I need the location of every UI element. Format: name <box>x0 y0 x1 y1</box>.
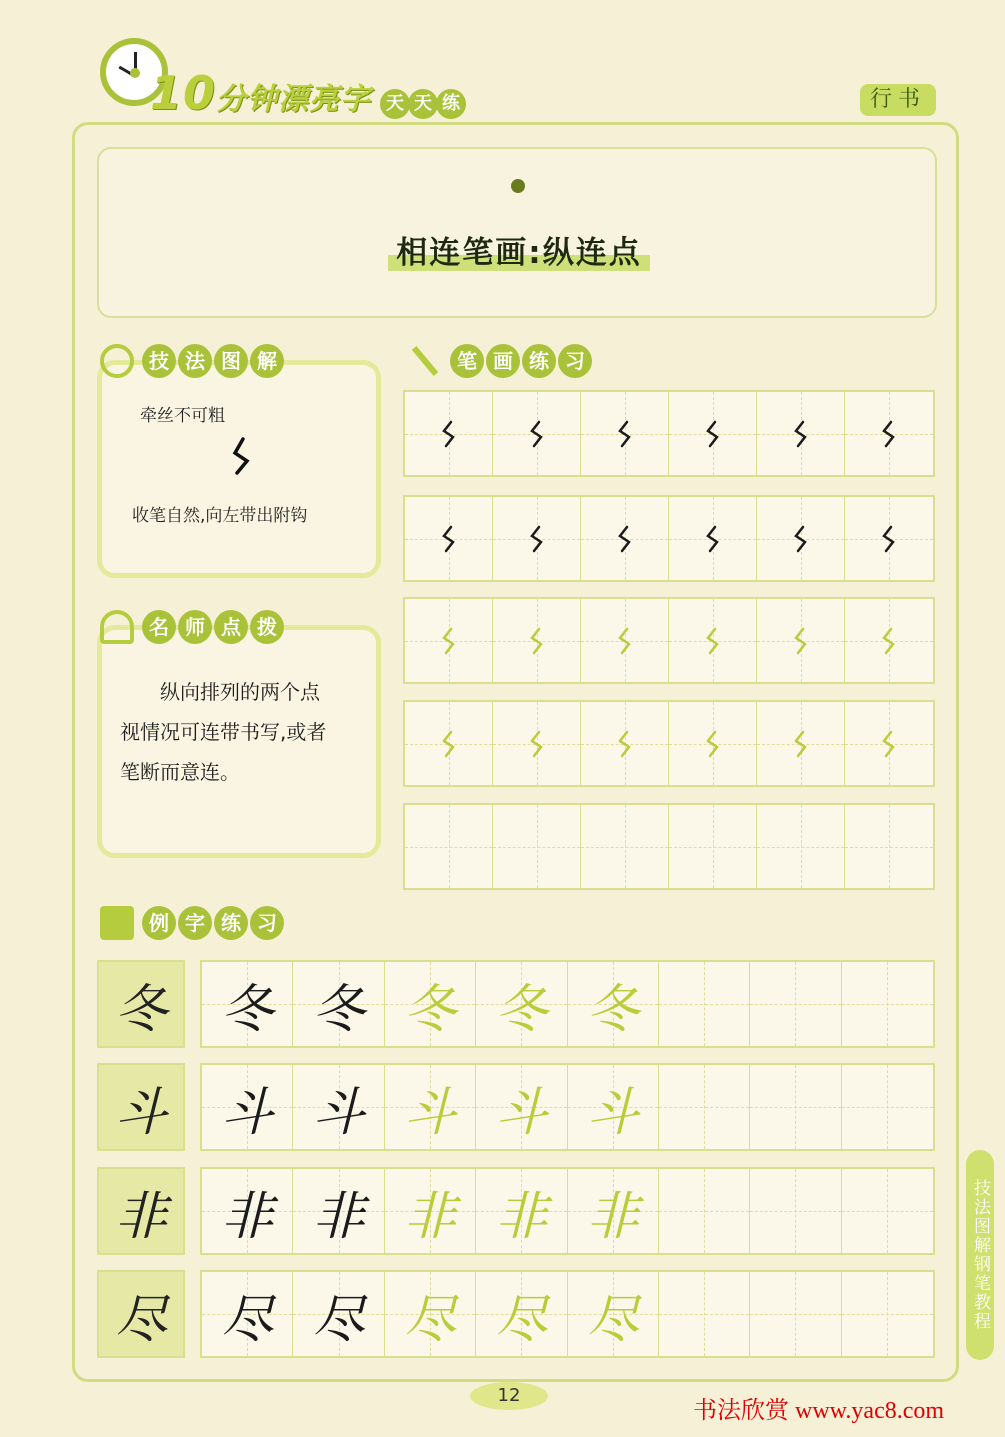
vertical-dots-stroke-icon <box>439 419 459 449</box>
copy-character: 尽 <box>221 1289 274 1350</box>
trace-character: 非 <box>586 1186 639 1247</box>
example-practice-row <box>200 1063 935 1151</box>
example-practice-section-label <box>100 906 284 940</box>
label-char: 练 <box>522 344 556 378</box>
side-tab: 技法图解钢笔教程 <box>966 1150 994 1360</box>
practice-cell[interactable] <box>405 702 493 785</box>
vertical-dots-stroke-icon <box>879 419 899 449</box>
practice-cell[interactable] <box>659 1272 750 1356</box>
label-char: 点 <box>214 610 248 644</box>
practice-cell[interactable] <box>581 392 669 475</box>
trace-character: 冬 <box>586 979 639 1040</box>
model-character: 斗 <box>114 1082 167 1143</box>
technique-note-bottom: 收笔自然,向左带出附钩 <box>132 506 308 526</box>
practice-cell[interactable] <box>568 962 659 1046</box>
copy-character: 非 <box>312 1186 365 1247</box>
example-practice-row <box>200 1270 935 1358</box>
practice-cell[interactable] <box>757 599 845 682</box>
example-practice-row <box>200 1167 935 1255</box>
watermark: 书法欣赏 www.yac8.com <box>693 1398 945 1424</box>
practice-cell[interactable] <box>750 1272 841 1356</box>
copy-character: 非 <box>221 1186 274 1247</box>
practice-cell[interactable] <box>405 392 493 475</box>
teacher-icon <box>100 610 134 644</box>
magnifier-icon <box>100 344 134 378</box>
vertical-dots-stroke-icon <box>703 626 723 656</box>
vertical-dots-stroke-icon <box>703 524 723 554</box>
practice-cell[interactable] <box>669 497 757 580</box>
practice-cell[interactable] <box>659 1065 750 1149</box>
practice-cell[interactable] <box>405 805 493 888</box>
practice-cell[interactable] <box>385 1065 476 1149</box>
vertical-dots-stroke-icon <box>879 729 899 759</box>
vertical-dots-stroke-icon <box>791 729 811 759</box>
vertical-dots-stroke-icon <box>703 729 723 759</box>
trace-character: 非 <box>495 1186 548 1247</box>
practice-cell[interactable] <box>842 1169 933 1253</box>
vertical-dots-stroke-icon <box>791 419 811 449</box>
practice-cell[interactable] <box>293 1272 384 1356</box>
practice-cell[interactable] <box>757 805 845 888</box>
lesson-title-box <box>97 147 937 318</box>
practice-cell[interactable] <box>757 702 845 785</box>
lesson-title-text: 相连笔画:纵连点 <box>388 235 649 271</box>
technique-section-label <box>100 344 284 378</box>
practice-cell[interactable] <box>202 1272 293 1356</box>
label-char: 习 <box>558 344 592 378</box>
practice-cell[interactable] <box>845 497 933 580</box>
practice-cell[interactable] <box>202 1065 293 1149</box>
practice-cell[interactable] <box>202 1169 293 1253</box>
practice-cell[interactable] <box>385 1272 476 1356</box>
practice-cell[interactable] <box>659 1169 750 1253</box>
practice-cell[interactable] <box>293 1169 384 1253</box>
brand-badge: 天 <box>380 89 410 119</box>
tip-line: 笔断而意连。 <box>120 760 240 784</box>
brand-text: 分钟漂亮字 <box>216 82 372 117</box>
practice-cell[interactable] <box>476 1272 567 1356</box>
stroke-practice-row <box>403 700 935 787</box>
practice-cell[interactable] <box>845 702 933 785</box>
label-char: 技 <box>142 344 176 378</box>
vertical-dots-stroke-icon <box>791 626 811 656</box>
trace-character: 尽 <box>403 1289 456 1350</box>
book-brand <box>150 66 466 120</box>
trace-character: 尽 <box>495 1289 548 1350</box>
label-char: 画 <box>486 344 520 378</box>
practice-cell[interactable] <box>476 962 567 1046</box>
vertical-dots-stroke-icon <box>615 524 635 554</box>
stroke-practice-row <box>403 390 935 477</box>
model-character-cell <box>97 960 185 1048</box>
label-char: 练 <box>214 906 248 940</box>
model-character-cell <box>97 1270 185 1358</box>
brand-number: 10 <box>150 66 217 120</box>
practice-cell[interactable] <box>405 497 493 580</box>
copy-character: 斗 <box>221 1082 274 1143</box>
vertical-dots-stroke-icon <box>615 419 635 449</box>
practice-cell[interactable] <box>568 1169 659 1253</box>
lesson-title <box>99 227 939 272</box>
practice-cell[interactable] <box>845 599 933 682</box>
brand-badge: 天 <box>408 89 438 119</box>
label-char: 图 <box>214 344 248 378</box>
trace-character: 尽 <box>586 1289 639 1350</box>
practice-cell[interactable] <box>669 805 757 888</box>
practice-cell[interactable] <box>750 962 841 1046</box>
vertical-dots-stroke-icon <box>791 524 811 554</box>
trace-character: 非 <box>403 1186 456 1247</box>
copy-character: 冬 <box>312 979 365 1040</box>
label-char: 拨 <box>250 610 284 644</box>
stroke-practice-row <box>403 803 935 890</box>
practice-cell[interactable] <box>476 1065 567 1149</box>
practice-cell[interactable] <box>405 599 493 682</box>
tip-line: 视情况可连带书写,或者 <box>120 720 327 744</box>
model-character: 非 <box>114 1186 167 1247</box>
tip-line: 纵向排列的两个点 <box>160 680 320 704</box>
vertical-dots-stroke-icon <box>439 626 459 656</box>
vertical-dots-stroke-icon <box>879 626 899 656</box>
vertical-dots-stroke-icon <box>527 626 547 656</box>
model-character-cell <box>97 1063 185 1151</box>
practice-cell[interactable] <box>845 805 933 888</box>
teacher-tips-text <box>120 672 380 792</box>
brand-badge: 练 <box>436 89 466 119</box>
copy-character: 斗 <box>312 1082 365 1143</box>
label-char: 名 <box>142 610 176 644</box>
label-char: 师 <box>178 610 212 644</box>
practice-cell[interactable] <box>493 702 581 785</box>
page-number: 12 <box>470 1382 548 1410</box>
vertical-dots-stroke-icon <box>439 729 459 759</box>
pen-icon <box>412 346 438 376</box>
teacher-tips-section-label <box>100 610 284 644</box>
practice-cell[interactable] <box>842 1065 933 1149</box>
model-character-cell <box>97 1167 185 1255</box>
pin-icon <box>511 179 525 193</box>
practice-cell[interactable] <box>581 702 669 785</box>
vertical-dots-stroke-icon <box>439 524 459 554</box>
trace-character: 斗 <box>495 1082 548 1143</box>
stroke-practice-row <box>403 495 935 582</box>
practice-cell[interactable] <box>385 1169 476 1253</box>
trace-character: 斗 <box>586 1082 639 1143</box>
practice-cell[interactable] <box>842 962 933 1046</box>
vertical-dots-stroke-icon <box>615 729 635 759</box>
stroke-practice-row <box>403 597 935 684</box>
practice-cell[interactable] <box>581 497 669 580</box>
vertical-dots-stroke-icon <box>227 435 257 477</box>
trace-character: 冬 <box>403 979 456 1040</box>
practice-cell[interactable] <box>669 599 757 682</box>
vertical-dots-stroke-icon <box>615 626 635 656</box>
practice-cell[interactable] <box>293 1065 384 1149</box>
practice-cell[interactable] <box>581 599 669 682</box>
model-character: 冬 <box>114 979 167 1040</box>
practice-cell[interactable] <box>493 805 581 888</box>
practice-cell[interactable] <box>493 392 581 475</box>
practice-cell[interactable] <box>385 962 476 1046</box>
practice-cell[interactable] <box>476 1169 567 1253</box>
vertical-dots-stroke-icon <box>527 729 547 759</box>
practice-cell[interactable] <box>757 497 845 580</box>
copy-character: 尽 <box>312 1289 365 1350</box>
technique-panel <box>97 360 381 578</box>
model-character: 尽 <box>114 1289 167 1350</box>
vertical-dots-stroke-icon <box>703 419 723 449</box>
vertical-dots-stroke-icon <box>527 524 547 554</box>
vertical-dots-stroke-icon <box>879 524 899 554</box>
style-tag: 行书 <box>860 84 936 116</box>
practice-cell[interactable] <box>293 962 384 1046</box>
practice-cell[interactable] <box>669 702 757 785</box>
practice-cell[interactable] <box>493 599 581 682</box>
trace-character: 冬 <box>495 979 548 1040</box>
practice-cell[interactable] <box>581 805 669 888</box>
label-char: 例 <box>142 906 176 940</box>
label-char: 习 <box>250 906 284 940</box>
example-practice-row <box>200 960 935 1048</box>
label-char: 法 <box>178 344 212 378</box>
copy-character: 冬 <box>221 979 274 1040</box>
practice-cell[interactable] <box>568 1065 659 1149</box>
label-char: 字 <box>178 906 212 940</box>
label-char: 解 <box>250 344 284 378</box>
practice-cell[interactable] <box>750 1065 841 1149</box>
practice-cell[interactable] <box>493 497 581 580</box>
practice-cell[interactable] <box>757 392 845 475</box>
practice-cell[interactable] <box>845 392 933 475</box>
label-char: 笔 <box>450 344 484 378</box>
practice-cell[interactable] <box>202 962 293 1046</box>
teacher-tips-panel <box>97 625 381 858</box>
trace-character: 斗 <box>403 1082 456 1143</box>
practice-cell[interactable] <box>659 962 750 1046</box>
practice-cell[interactable] <box>568 1272 659 1356</box>
technique-note-top: 牵丝不可粗 <box>140 406 225 426</box>
practice-cell[interactable] <box>750 1169 841 1253</box>
stroke-practice-section-label <box>408 344 592 378</box>
house-icon <box>100 906 134 940</box>
practice-cell[interactable] <box>842 1272 933 1356</box>
practice-cell[interactable] <box>669 392 757 475</box>
vertical-dots-stroke-icon <box>527 419 547 449</box>
